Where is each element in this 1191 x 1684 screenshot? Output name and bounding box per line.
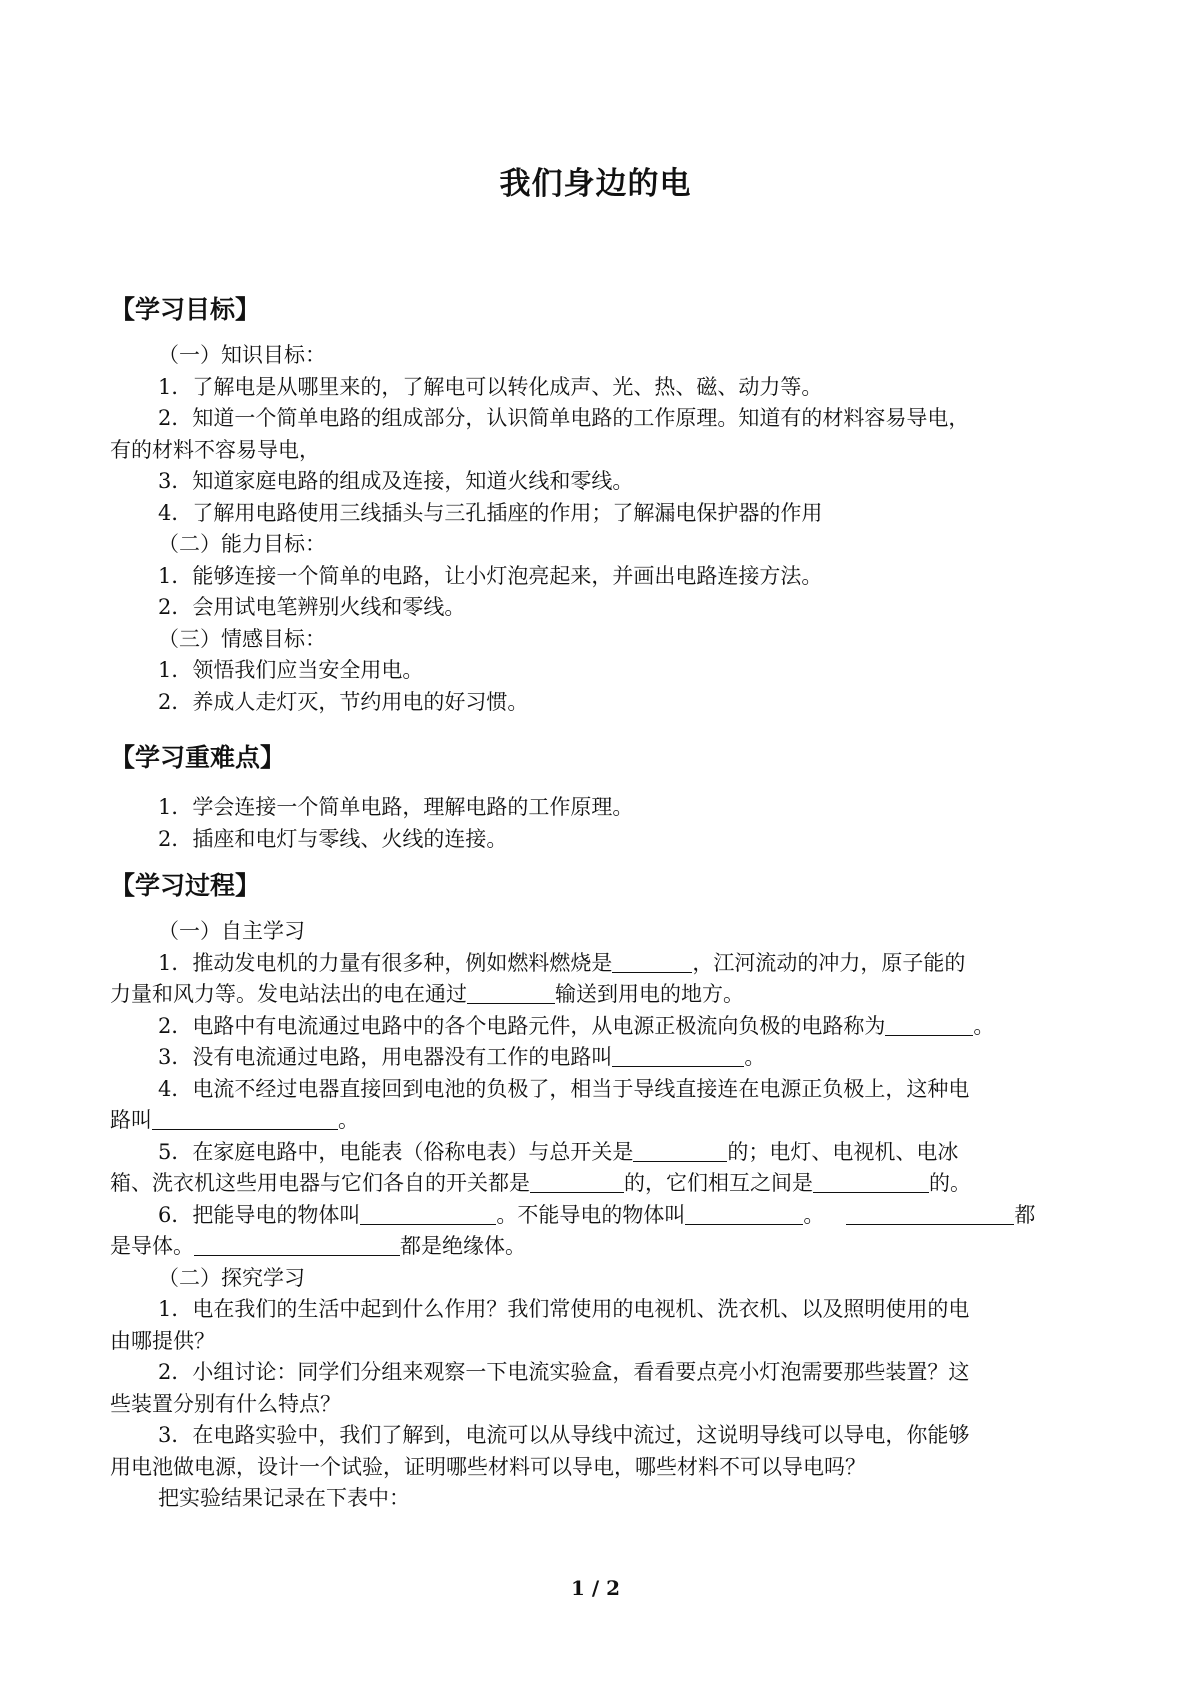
answer-blank[interactable] — [360, 1202, 496, 1225]
answer-blank[interactable] — [612, 1044, 744, 1067]
section-heading-process: 【学习过程】 — [110, 871, 261, 900]
question-5-cont: 箱、洗衣机这些用电器与它们各自的开关都是 的，它们相互之间是 的。 — [110, 1171, 971, 1195]
answer-blank[interactable] — [530, 1170, 624, 1193]
ability-goal-item: 2．会用试电笔辨别火线和零线。 — [158, 595, 466, 619]
answer-blank[interactable] — [612, 950, 692, 973]
question-3: 3．没有电流通过电路，用电器没有工作的电路叫 。 — [158, 1045, 766, 1069]
question-1-cont: 力量和风力等。发电站法出的电在通过 输送到用电的地方。 — [110, 982, 744, 1006]
emotion-goal-item: 2．养成人走灯灭，节约用电的好习惯。 — [158, 689, 529, 714]
ability-goal-item: 1．能够连接一个简单的电路，让小灯泡亮起来，并画出电路连接方法。 — [158, 563, 823, 588]
question-6-cont: 是导体。 都是绝缘体。 — [110, 1234, 526, 1258]
question-4: 4．电流不经过电器直接回到电池的负极了，相当于导线直接连在电源正负极上，这种电 — [158, 1076, 970, 1101]
answer-blank[interactable] — [813, 1170, 929, 1193]
page-number: 1 / 2 — [570, 1576, 621, 1600]
question-1: 1．推动发电机的力量有很多种，例如燃料燃烧是 ，江河流动的冲力，原子能的 — [158, 950, 966, 975]
knowledge-goal-item: 2．知道一个简单电路的组成部分，认识简单电路的工作原理。知道有的材料容易导电， — [158, 406, 970, 430]
knowledge-goal-item: 4．了解用电路使用三线插头与三孔插座的作用；了解漏电保护器的作用 — [158, 500, 823, 525]
explore-question-1: 1．电在我们的生活中起到什么作用？我们常使用的电视机、洗衣机、以及照明使用的电 — [158, 1297, 970, 1321]
answer-blank[interactable] — [685, 1202, 803, 1225]
knowledge-goal-label: （一）知识目标： — [158, 343, 326, 367]
goals-block — [110, 340, 1095, 718]
question-6: 6．把能导电的物体叫 。不能导电的物体叫 。 都 — [158, 1202, 1036, 1227]
answer-blank[interactable] — [152, 1107, 338, 1130]
key-point-item: 2．插座和电灯与零线、火线的连接。 — [158, 826, 508, 851]
section-heading-goals: 【学习目标】 — [110, 295, 261, 324]
key-point-item: 1．学会连接一个简单电路，理解电路的工作原理。 — [158, 795, 634, 819]
emotion-goal-label: （三）情感目标： — [158, 626, 326, 651]
section-heading-key-points: 【学习重难点】 — [110, 743, 286, 772]
page-title: 我们身边的电 — [499, 166, 692, 202]
ability-goal-label: （二）能力目标： — [158, 532, 326, 556]
question-2: 2．电路中有电流通过电路中的各个电路元件，从电源正极流向负极的电路称为 。 — [158, 1013, 995, 1038]
question-4-cont: 路叫 。 — [110, 1108, 359, 1132]
key-points-block — [110, 792, 1095, 855]
answer-blank[interactable] — [633, 1139, 727, 1162]
knowledge-goal-item: 3．知道家庭电路的组成及连接，知道火线和零线。 — [158, 469, 634, 493]
explore-label: （二）探究学习 — [158, 1265, 305, 1290]
explore-question-2-cont: 些装置分别有什么特点？ — [110, 1391, 341, 1416]
explore-question-2: 2．小组讨论：同学们分组来观察一下电流实验盒，看看要点亮小灯泡需要那些装置？这 — [158, 1360, 970, 1384]
knowledge-goal-item-cont: 有的材料不容易导电， — [110, 437, 320, 462]
question-5: 5．在家庭电路中，电能表（俗称电表）与总开关是 的；电灯、电视机、电冰 — [158, 1139, 959, 1164]
explore-question-3-cont: 用电池做电源，设计一个试验，证明哪些材料可以导电，哪些材料不可以导电吗？ — [110, 1454, 866, 1479]
process-block — [110, 916, 1095, 1515]
answer-blank[interactable] — [846, 1202, 1014, 1225]
answer-blank[interactable] — [885, 1013, 973, 1036]
emotion-goal-item: 1．领悟我们应当安全用电。 — [158, 658, 424, 682]
explore-question-1-cont: 由哪提供？ — [110, 1328, 215, 1353]
answer-blank[interactable] — [194, 1233, 400, 1256]
knowledge-goal-item: 1．了解电是从哪里来的，了解电可以转化成声、光、热、磁、动力等。 — [158, 374, 823, 399]
record-instruction: 把实验结果记录在下表中： — [158, 1486, 410, 1510]
self-study-label: （一）自主学习 — [158, 919, 305, 943]
answer-blank[interactable] — [467, 981, 555, 1004]
explore-question-3: 3．在电路实验中，我们了解到，电流可以从导线中流过，这说明导线可以导电，你能够 — [158, 1423, 970, 1447]
